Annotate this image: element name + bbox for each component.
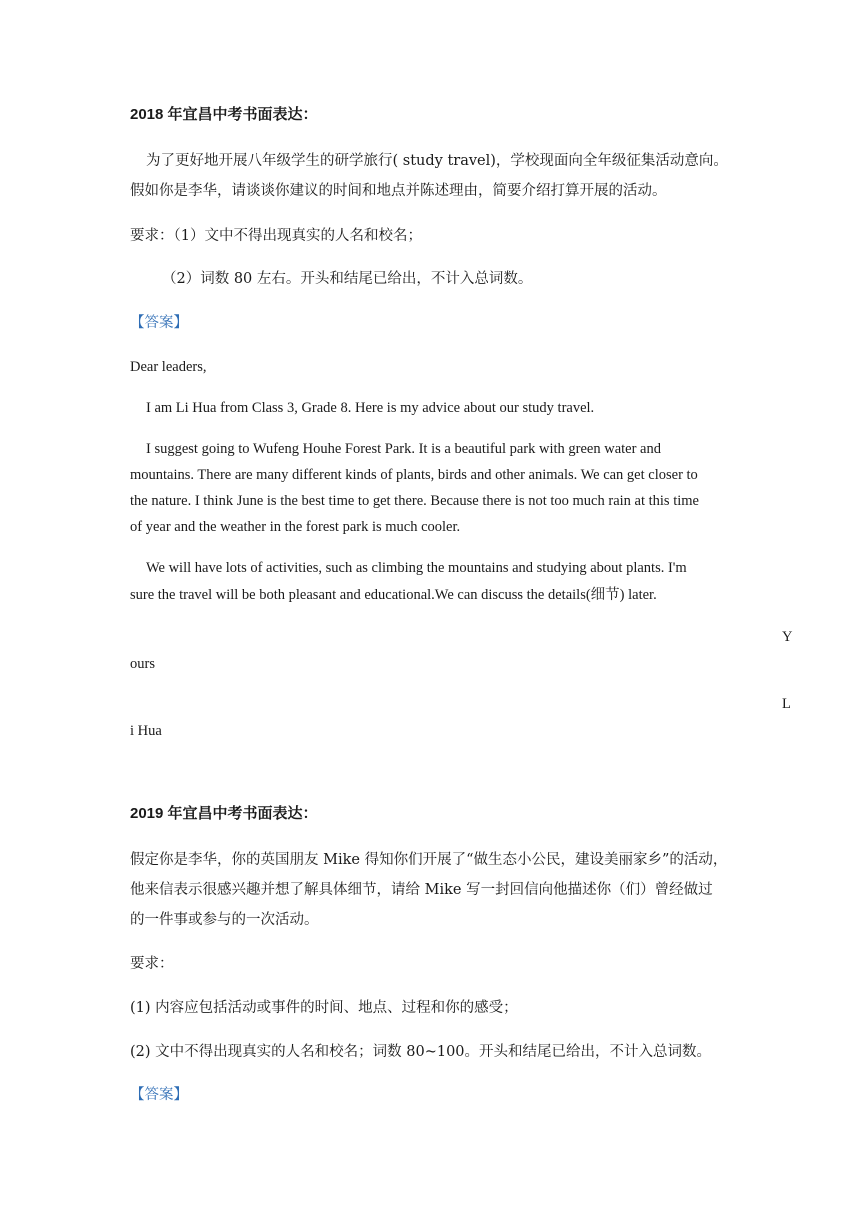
- letter-paragraph-1: I am Li Hua from Class 3, Grade 8. Here is my advice about our study travel.: [146, 400, 595, 416]
- section-2018-requirement-2: （2）词数 80 左右。开头和结尾已给出，不计入总词数。: [162, 271, 533, 287]
- section-2019-answer-label: 【答案】: [130, 1087, 188, 1103]
- section-2019-heading: 2019 年宜昌中考书面表达：: [130, 805, 318, 822]
- letter-paragraph-3-line-1: We will have lots of activities, such as climbing the mountains and studying about plants. I'm: [146, 560, 687, 576]
- letter-signature-first-letter: L: [782, 696, 791, 712]
- letter-paragraph-2-line-2: mountains. There are many different kinds of plants, birds and other animals. We can get closer to: [130, 467, 698, 483]
- section-2019-prompt-line-1: 假定你是李华，你的英国朋友 Mike 得知你们开展了“做生态小公民，建设美丽家乡”的活动，: [130, 852, 728, 868]
- letter-paragraph-3-line-2: sure the travel will be both pleasant and educational.We can discuss the details(细节) later.: [130, 587, 657, 603]
- letter-closing-first-letter: Y: [782, 629, 793, 645]
- letter-paragraph-2-line-1: I suggest going to Wufeng Houhe Forest Park. It is a beautiful park with green water and: [146, 441, 661, 457]
- section-2019-requirement-1: (1) 内容应包括活动或事件的时间、地点、过程和你的感受；: [130, 1000, 518, 1016]
- section-2018-heading: 2018 年宜昌中考书面表达：: [130, 106, 318, 123]
- section-2018-answer-label: 【答案】: [130, 315, 188, 331]
- letter-paragraph-2-line-4: of year and the weather in the forest park is much cooler.: [130, 519, 461, 535]
- section-2019-prompt-line-3: 的一件事或参与的一次活动。: [130, 912, 319, 928]
- section-2018-requirement-1: 要求：（1）文中不得出现真实的人名和校名；: [130, 228, 422, 244]
- letter-paragraph-2-line-3: the nature. I think June is the best time to get there. Because there is not too much rain at this time: [130, 493, 699, 509]
- letter-closing-rest: ours: [130, 656, 155, 672]
- section-2019-prompt-line-2: 他来信表示很感兴趣并想了解具体细节，请给 Mike 写一封回信向他描述你（们）曾经做过: [130, 882, 713, 898]
- letter-salutation: Dear leaders,: [130, 359, 207, 375]
- section-2018-prompt-line-2: 假如你是李华，请谈谈你建议的时间和地点并陈述理由，简要介绍打算开展的活动。: [130, 183, 667, 199]
- section-2019-requirement-2: (2) 文中不得出现真实的人名和校名；词数 80~100。开头和结尾已给出，不计入总词数。: [130, 1044, 712, 1060]
- letter-signature-rest: i Hua: [130, 723, 162, 739]
- section-2019-requirements-label: 要求：: [130, 956, 174, 972]
- section-2018-prompt-line-1: 为了更好地开展八年级学生的研学旅行( study travel)，学校现面向全年级征集活动意向。: [146, 153, 728, 169]
